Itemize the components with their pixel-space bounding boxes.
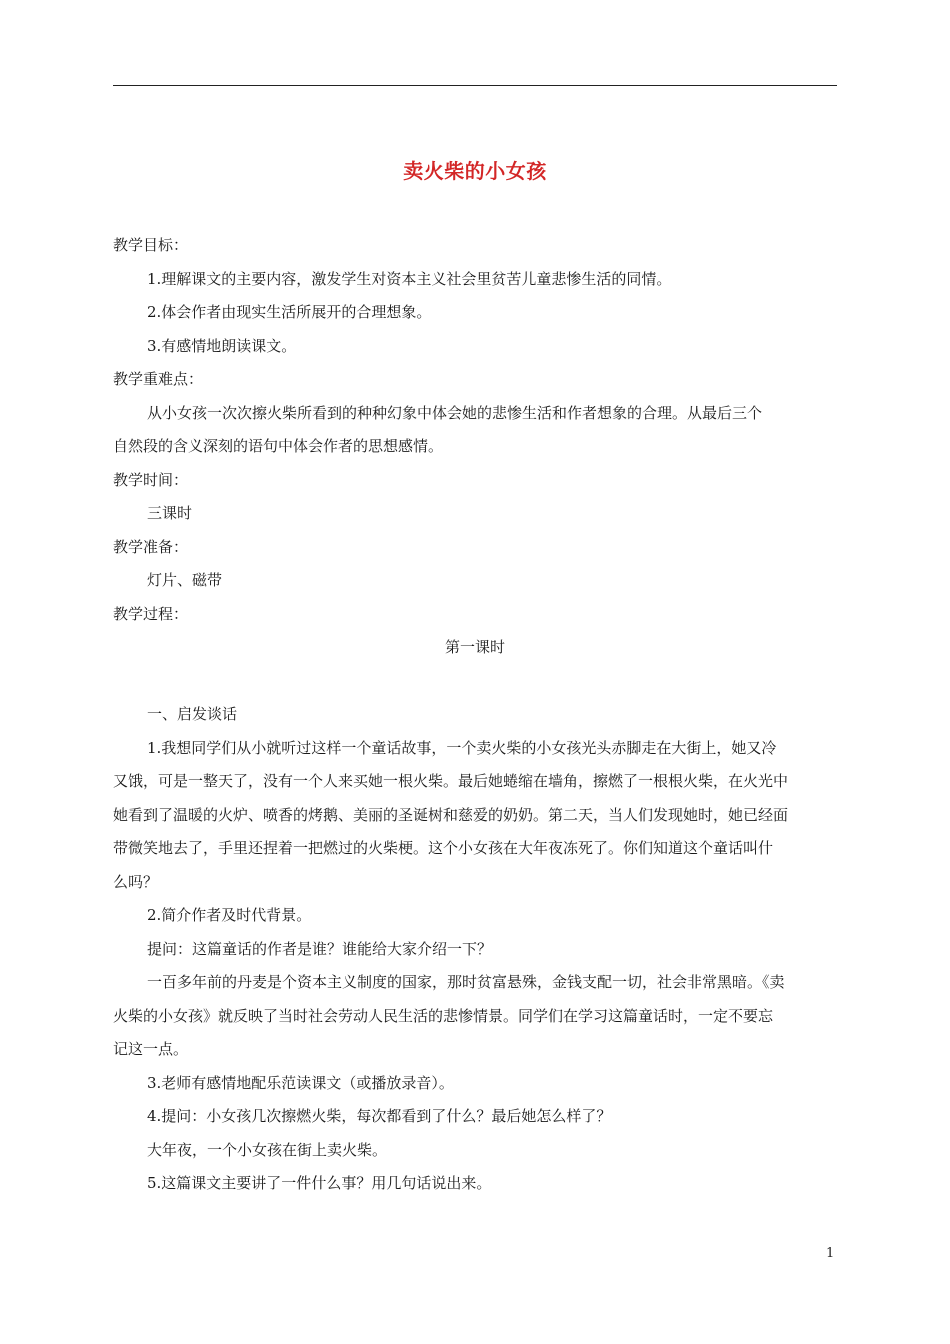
step-item: 4.提问：小女孩几次擦燃火柴，每次都看到了什么？最后她怎么样了？ — [147, 1107, 612, 1125]
paragraph-line: 火柴的小女孩》就反映了当时社会劳动人民生活的悲惨情景。同学们在学习这篇童话时，一定不要忘 — [113, 1006, 774, 1025]
time-heading: 教学时间： — [113, 470, 189, 489]
question-line: 提问：这篇童话的作者是谁？谁能给大家介绍一下？ — [147, 939, 493, 958]
step-item: 5.这篇课文主要讲了一件什么事？用几句话说出来。 — [147, 1174, 492, 1192]
key-points-text: 自然段的含义深刻的语句中体会作者的思想感情。 — [113, 437, 444, 455]
step-item: 3.老师有感情地配乐范读课文（或播放录音）。 — [147, 1073, 454, 1092]
paragraph-line: 1.我想同学们从小就听过这样一个童话故事，一个卖火柴的小女孩光头赤脚走在大街上，她又冷 — [147, 738, 777, 757]
paragraph-line: 一百多年前的丹麦是个资本主义制度的国家，那时贫富悬殊，金钱支配一切，社会非常黑暗。《卖 — [147, 973, 785, 991]
prep-value: 灯片、磁带 — [147, 571, 223, 589]
paragraph-line: 她看到了温暖的火炉、喷香的烤鹅、美丽的圣诞树和慈爱的奶奶。第二天，当人们发现她时，她已经面 — [113, 805, 789, 824]
paragraph-line: 么吗？ — [113, 872, 159, 891]
page-number: 1 — [826, 1246, 835, 1261]
goal-item: 2.体会作者由现实生活所展开的合理想象。 — [147, 303, 432, 321]
key-points-text: 从小女孩一次次擦火柴所看到的种种幻象中体会她的悲惨生活和作者想象的合理。从最后三个 — [147, 403, 763, 422]
process-heading: 教学过程： — [113, 604, 189, 623]
part1-heading: 一、启发谈话 — [147, 705, 238, 723]
document-title: 卖火柴的小女孩 — [403, 159, 547, 183]
answer-line: 大年夜，一个小女孩在街上卖火柴。 — [147, 1140, 388, 1159]
step-item: 2.简介作者及时代背景。 — [147, 906, 312, 924]
key-points-heading: 教学重难点： — [113, 370, 204, 388]
goal-item: 3.有感情地朗读课文。 — [147, 336, 297, 355]
goals-heading: 教学目标： — [113, 236, 189, 254]
header-rule — [113, 85, 837, 86]
paragraph-line: 带微笑地去了，手里还捏着一把燃过的火柴梗。这个小女孩在大年夜冻死了。你们知道这个童话叫什 — [113, 839, 774, 857]
prep-heading: 教学准备： — [113, 537, 189, 556]
time-value: 三课时 — [147, 504, 193, 522]
document-body — [113, 229, 837, 1201]
spacer — [113, 665, 837, 699]
paragraph-line: 又饿，可是一整天了，没有一个人来买她一根火柴。最后她蜷缩在墙角，擦燃了一根根火柴，在火光中 — [113, 772, 789, 790]
goal-item: 1.理解课文的主要内容，激发学生对资本主义社会里贫苦儿童悲惨生活的同情。 — [147, 269, 672, 288]
lesson-title: 第一课时 — [444, 638, 505, 656]
paragraph-line: 记这一点。 — [113, 1040, 189, 1058]
